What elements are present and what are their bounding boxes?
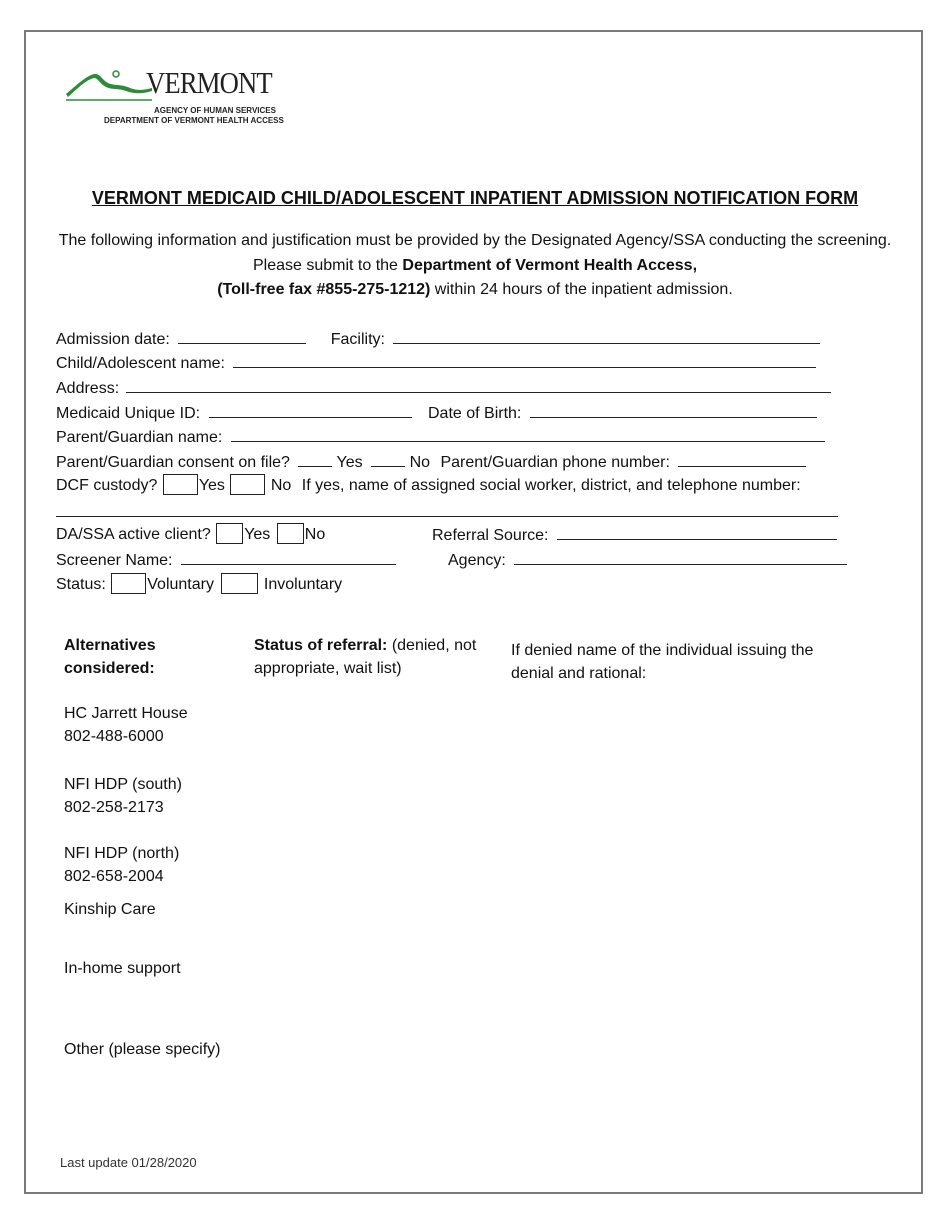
- logo-department-text: DEPARTMENT OF VERMONT HEALTH ACCESS: [104, 116, 284, 125]
- dcf-yes-checkbox[interactable]: [163, 474, 198, 495]
- status-voluntary-label: Voluntary: [147, 576, 214, 593]
- consent-label: Parent/Guardian consent on file?: [56, 454, 290, 471]
- status-label: Status:: [56, 576, 106, 593]
- da-ssa-yes-checkbox[interactable]: [216, 523, 243, 544]
- col-status-header-bold: Status of referral:: [254, 637, 388, 654]
- last-update-footer: Last update 01/28/2020: [60, 1155, 197, 1170]
- intro-paragraph: [40, 229, 910, 303]
- intro-text-2: within 24 hours of the inpatient admission.: [430, 281, 733, 298]
- da-ssa-no-label: No: [304, 526, 326, 543]
- row-status: [56, 573, 342, 595]
- consent-no-blank[interactable]: [371, 450, 405, 467]
- referral-source-label: Referral Source:: [432, 527, 549, 544]
- row-medicaid: [56, 401, 817, 423]
- guardian-name-label: Parent/Guardian name:: [56, 429, 223, 446]
- alternative-phone: 802-258-2173: [64, 799, 164, 816]
- da-ssa-no-checkbox[interactable]: [277, 523, 304, 544]
- dcf-yes-label: Yes: [198, 477, 225, 494]
- alternative-item: [64, 842, 179, 888]
- guardian-phone-field[interactable]: [678, 450, 806, 467]
- alternative-name: Other (please specify): [64, 1041, 221, 1058]
- alternative-item: [64, 773, 182, 819]
- row-screener: [56, 548, 396, 570]
- consent-no-label: No: [409, 454, 431, 471]
- medicaid-id-label: Medicaid Unique ID:: [56, 405, 201, 422]
- status-voluntary-checkbox[interactable]: [111, 573, 146, 594]
- facility-label: Facility:: [330, 331, 385, 348]
- screener-name-field[interactable]: [181, 548, 396, 565]
- child-name-label: Child/Adolescent name:: [56, 355, 225, 372]
- dcf-custody-label: DCF custody?: [56, 477, 158, 494]
- guardian-phone-label: Parent/Guardian phone number:: [440, 454, 670, 471]
- intro-text-1: The following information and justification must be provided by the Designated Agency/SSA conducting the screening. Please submit to the: [58, 232, 892, 274]
- consent-yes-blank[interactable]: [298, 450, 332, 467]
- agency-label: Agency:: [448, 552, 506, 569]
- intro-bold-dvha: Department of Vermont Health Access,: [402, 256, 698, 274]
- col-alternatives-header: Alternatives considered:: [64, 637, 156, 677]
- alternative-name: HC Jarrett House: [64, 705, 188, 722]
- da-ssa-yes-label: Yes: [244, 526, 271, 543]
- dcf-no-label: No: [270, 477, 292, 494]
- consent-yes-label: Yes: [336, 454, 363, 471]
- referral-source-field[interactable]: [557, 523, 837, 540]
- guardian-name-field[interactable]: [231, 425, 825, 442]
- dcf-social-worker-field[interactable]: [56, 516, 838, 517]
- alternative-item: [64, 957, 181, 980]
- dcf-note: If yes, name of assigned social worker, district, and telephone number:: [301, 477, 801, 494]
- address-field[interactable]: [126, 376, 831, 393]
- alternative-phone: 802-488-6000: [64, 728, 164, 745]
- dob-label: Date of Birth:: [427, 405, 522, 422]
- child-name-field[interactable]: [233, 351, 816, 368]
- dcf-no-checkbox[interactable]: [230, 474, 265, 495]
- agency-field[interactable]: [514, 548, 847, 565]
- row-referral: [432, 523, 837, 545]
- row-dcf: [56, 474, 801, 496]
- medicaid-id-field[interactable]: [209, 401, 412, 418]
- row-address: [56, 376, 831, 398]
- row-guardian-name: [56, 425, 825, 447]
- status-involuntary-label: Involuntary: [263, 576, 343, 593]
- alternative-name: In-home support: [64, 960, 181, 977]
- alternative-item: [64, 702, 188, 748]
- alternative-name: NFI HDP (north): [64, 845, 180, 862]
- logo-agency-text: AGENCY OF HUMAN SERVICES: [154, 106, 276, 115]
- row-admission: [56, 327, 820, 349]
- address-label: Address:: [56, 380, 120, 397]
- logo-wordmark: VERMONT: [146, 65, 272, 100]
- alternative-name: NFI HDP (south): [64, 776, 182, 793]
- mountain-logo-icon: [64, 66, 154, 102]
- col-status-header: [254, 634, 504, 680]
- admission-date-label: Admission date:: [56, 331, 170, 348]
- row-child-name: [56, 351, 816, 373]
- form-title: VERMONT MEDICAID CHILD/ADOLESCENT INPATIENT ADMISSION NOTIFICATION FORM: [91, 188, 859, 208]
- status-involuntary-checkbox[interactable]: [221, 573, 258, 594]
- alternative-phone: 802-658-2004: [64, 868, 164, 885]
- screener-name-label: Screener Name:: [56, 552, 173, 569]
- alternative-item: [64, 1038, 221, 1061]
- col-denial-header: If denied name of the individual issuing the denial and rational:: [511, 642, 814, 682]
- facility-field[interactable]: [393, 327, 820, 344]
- alternative-name: Kinship Care: [64, 901, 156, 918]
- col-status-header-rest: (denied, not appropriate, wait list): [254, 637, 477, 677]
- da-ssa-label: DA/SSA active client?: [56, 526, 211, 543]
- alternative-item: [64, 898, 156, 921]
- row-agency: [448, 548, 847, 570]
- dob-field[interactable]: [530, 401, 817, 418]
- intro-bold-fax: (Toll-free fax #855-275-1212): [217, 281, 431, 298]
- row-consent: [56, 450, 806, 472]
- admission-date-field[interactable]: [178, 327, 306, 344]
- row-da-ssa: [56, 523, 325, 545]
- vermont-logo: [64, 65, 284, 128]
